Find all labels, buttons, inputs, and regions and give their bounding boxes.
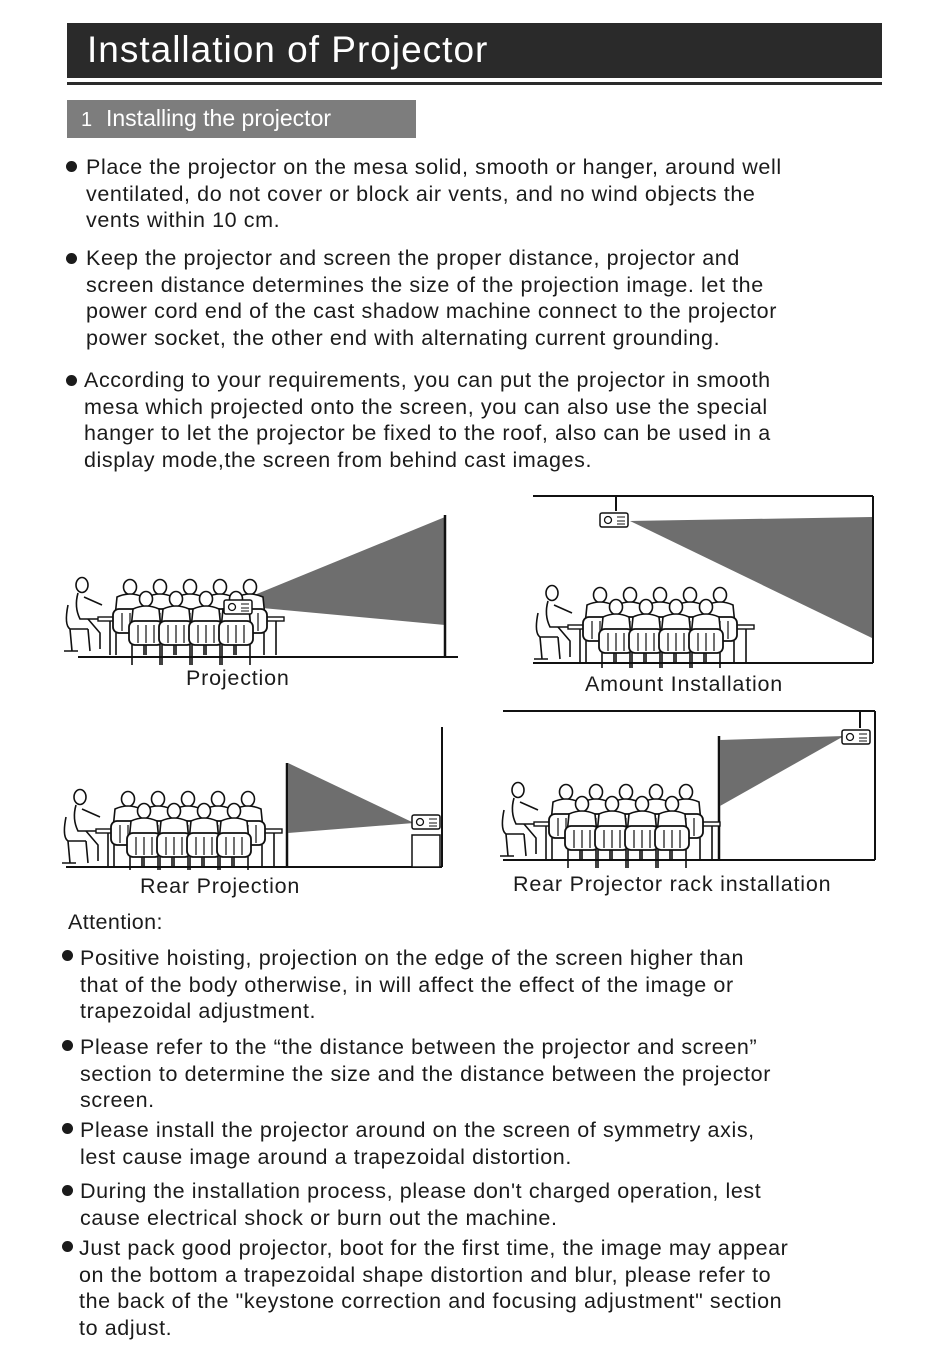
title-banner [67,23,882,78]
text-line: Positive hoisting, projection on the edge of the screen higher than [80,946,745,970]
bullet-icon [62,950,73,961]
bullet-icon [62,1241,73,1252]
intro-paragraph-1 [86,154,782,234]
caption-rear-projection: Rear Projection [140,874,301,898]
text-line: Please install the projector around on the screen of symmetry axis, [80,1118,755,1142]
attention-item-2 [80,1034,771,1114]
caption-projection: Projection [186,666,290,690]
title-underline [67,82,882,85]
attention-item-5 [79,1235,788,1341]
text-line: power socket, the other end with alternating current grounding. [86,325,721,350]
section-banner [67,100,416,138]
caption-rear-rack-installation: Rear Projector rack installation [513,872,832,896]
text-line: screen. [80,1088,155,1112]
text-line: cause electrical shock or burn out the machine. [80,1205,558,1230]
text-line: that of the body otherwise, in will affect the effect of the image or [80,972,734,997]
caption-amount-installation: Amount Installation [585,672,784,696]
intro-paragraph-3 [84,367,771,473]
amount-installation-figure [530,493,880,668]
text-line: screen distance determines the size of the projection image. let the [86,272,764,297]
text-line: Keep the projector and screen the proper distance, projector and [86,246,740,270]
bullet-icon [62,1185,73,1196]
text-line: vents within 10 cm. [86,208,281,232]
attention-item-4 [80,1178,761,1231]
intro-paragraph-2 [86,245,777,351]
bullet-icon [62,1040,73,1051]
attention-heading: Attention: [68,910,163,934]
text-line: on the bottom a trapezoidal shape distortion and blur, please refer to [79,1262,772,1287]
attention-item-3 [80,1117,755,1170]
text-line: Place the projector on the mesa solid, smooth or hanger, around well [86,155,782,179]
text-line: Please refer to the “the distance between the projector and screen” [80,1035,758,1059]
section-title: Installing the projector [106,105,332,131]
text-line: According to your requirements, you can put the projector in smooth [84,368,771,392]
page-title: Installation of Projector [87,29,489,70]
section-number: 1 [81,109,93,131]
text-line: the back of the "keystone correction and focusing adjustment" section [79,1289,783,1313]
text-line: mesa which projected onto the screen, you can also use the special [84,394,768,419]
text-line: trapezoidal adjustment. [80,999,317,1023]
text-line: Just pack good projector, boot for the first time, the image may appear [79,1236,789,1260]
text-line: display mode,the screen from behind cast images. [84,447,593,472]
bullet-icon [62,1123,73,1134]
text-line: lest cause image around a trapezoidal distortion. [80,1144,572,1169]
bullet-icon [66,161,77,172]
text-line: section to determine the size and the distance between the projector [80,1061,771,1086]
bullet-icon [66,375,77,386]
projection-figure [60,505,470,665]
text-line: ventilated, do not cover or block air vents, and no wind objects the [86,181,756,206]
bullet-icon [66,253,77,264]
text-line: to adjust. [79,1315,173,1340]
rear-rack-installation-figure [500,708,880,868]
text-line: During the installation process, please don't charged operation, lest [80,1179,762,1203]
rear-projection-figure [62,725,447,870]
text-line: power cord end of the cast shadow machine connect to the projector [86,299,777,323]
text-line: hanger to let the projector be fixed to the roof, also can be used in a [84,421,771,445]
attention-item-1 [80,945,744,1025]
